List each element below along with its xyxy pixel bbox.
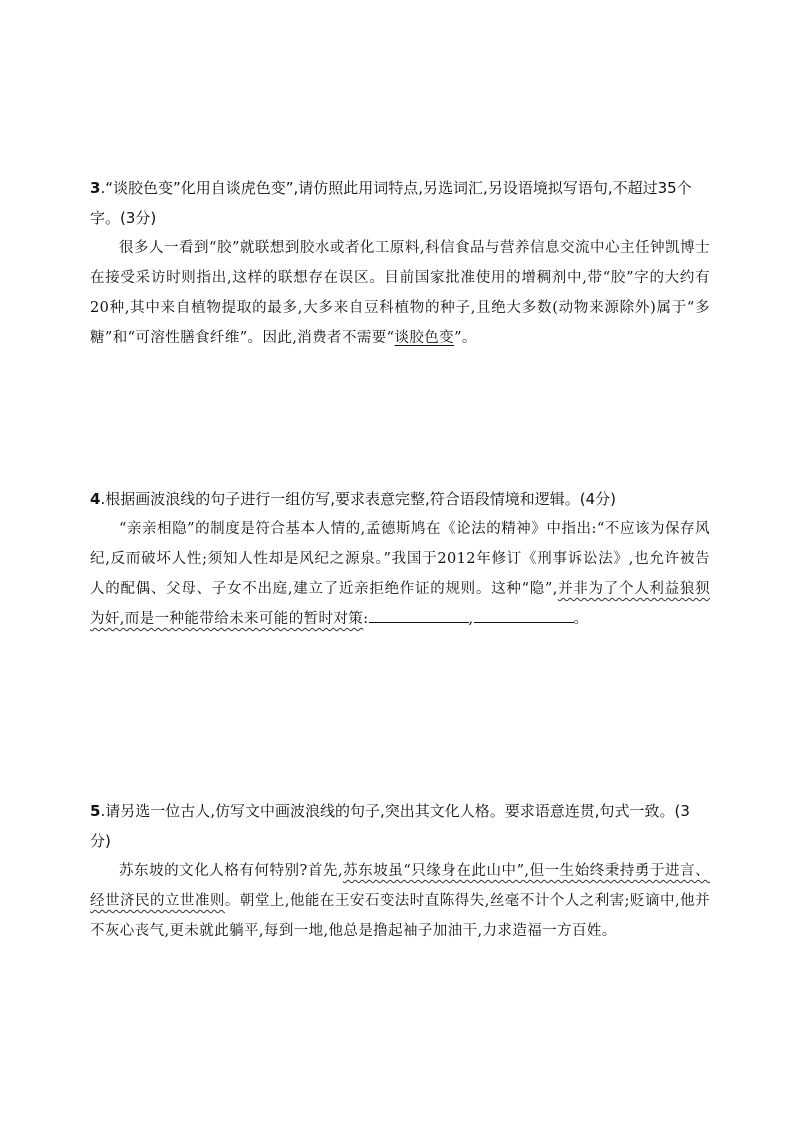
comma: ,: [468, 611, 474, 627]
question-5-prompt-text: .请另选一位古人,仿写文中画波浪线的句子,突出其文化人格。要求语意连贯,句式一致。(3分): [90, 802, 690, 850]
passage-text-end: 。朝堂上,他能在王安石变法时直陈得失,丝毫不计个人之利害;贬谪中,他并不灰心丧气,更未就此躺平,每到一地,他总是撸起袖子加油干,力求造福一方百姓。: [90, 893, 710, 939]
question-5-prompt: [90, 796, 710, 856]
question-5-passage: [90, 856, 710, 946]
wavy-underlined-sentence: 并非为了个人利益狼狈为奸,而是一种能带给未来可能的暂时对策: [90, 581, 710, 627]
question-3: [90, 173, 710, 353]
question-4: [90, 484, 710, 634]
question-3-passage: [90, 233, 710, 353]
underlined-phrase: 谈胶色变: [394, 330, 455, 346]
question-3-number: 3: [90, 179, 101, 197]
question-4-number: 4: [90, 490, 101, 508]
passage-text: 苏东坡的文化人格有何特别?首先,: [119, 863, 343, 879]
passage-text: “亲亲相隐”的制度是符合基本人情的,孟德斯鸠在《论法的精神》中指出:“不应该为保存风纪,反而破坏人性;须知人性却是风纪之源泉。”我国于2012年修订《刑事诉讼法》,也允许被告人的配偶、父母、子女不出庭,建立了近亲拒绝作证的规则。这种“隐”,: [90, 521, 710, 597]
colon: :: [363, 611, 369, 627]
question-4-prompt: [90, 484, 710, 514]
question-4-passage: [90, 514, 710, 634]
question-5-number: 5: [90, 802, 101, 820]
question-4-prompt-text: .根据画波浪线的句子进行一组仿写,要求表意完整,符合语段情境和逻辑。(4分): [100, 490, 616, 508]
question-3-prompt: [90, 173, 710, 233]
answer-blank-2[interactable]: [474, 608, 574, 623]
question-5: [90, 796, 710, 946]
question-3-prompt-text: .“谈胶色变”化用自谈虎色变”,请仿照此用词特点,另选词汇,另设语境拟写语句,不超过35个字。(3分): [90, 179, 692, 227]
passage-text-end: ”。: [454, 330, 477, 346]
wavy-underlined-sentence: 苏东坡虽“只缘身在此山中”,但一生始终秉持勇于进言、经世济民的立世准则: [90, 863, 710, 909]
answer-blank-1[interactable]: [369, 608, 469, 623]
passage-text: 很多人一看到“胶”就联想到胶水或者化工原料,科信食品与营养信息交流中心主任钟凯博士在接受采访时则指出,这样的联想存在误区。目前国家批准使用的增稠剂中,带“胶”字的大约有20种,其中来自植物提取的最多,大多来自豆科植物的种子,且绝大多数(动物来源除外)属于“多糖”和“可溶性膳食纤维”。因此,消费者不需要“: [90, 240, 710, 346]
period: 。: [573, 611, 589, 627]
